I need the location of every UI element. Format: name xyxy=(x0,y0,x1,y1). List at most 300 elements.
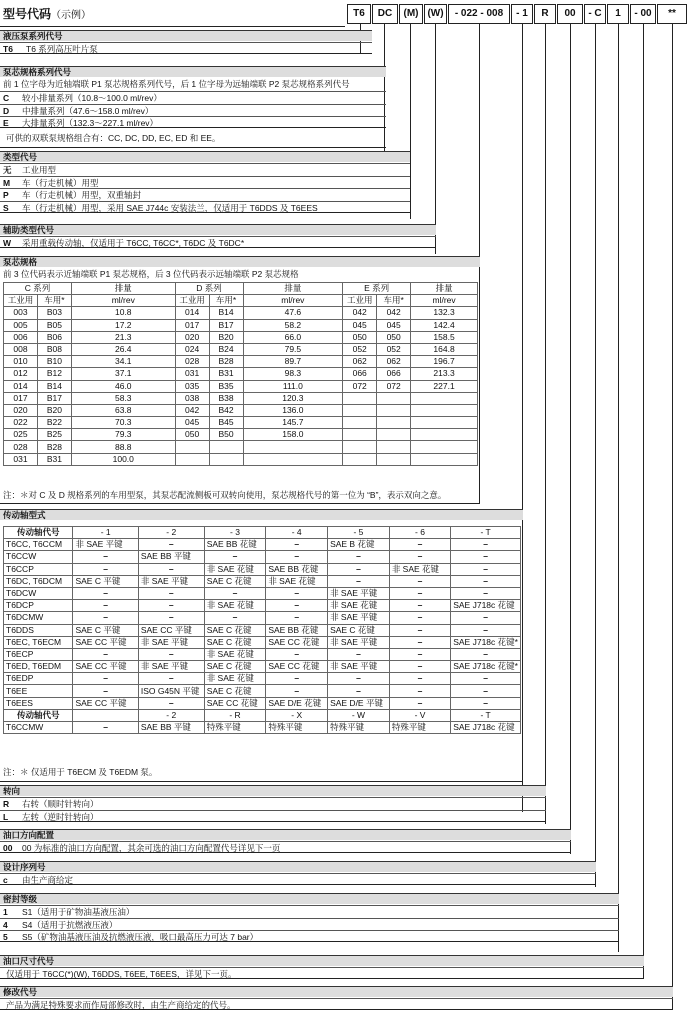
table-cell: 120.3 xyxy=(243,392,343,404)
table-cell: 111.0 xyxy=(243,380,343,392)
table-cell: B12 xyxy=(37,368,71,380)
table-cell: SAE BB 平键 xyxy=(138,722,204,734)
table-cell: – xyxy=(328,648,390,660)
page-title xyxy=(3,8,91,21)
cartridge-spec-note: 注：＊对 C 及 D 规格系列的车用型泵，其泵芯配流侧板可双转向使用，泵芯规格代号的第一位为 “B”，表示双向之意。 xyxy=(3,490,447,500)
table-cell: – xyxy=(389,612,450,624)
table-cell: B14 xyxy=(37,380,71,392)
table-cell: 非 SAE 花键 xyxy=(204,600,266,612)
table-cell: 89.7 xyxy=(243,356,343,368)
table-cell: 008 xyxy=(4,343,38,355)
displacement-header: 排量 xyxy=(411,283,478,295)
table-cell: T6ED, T6EDM xyxy=(4,661,73,673)
table-cell: – xyxy=(73,551,138,563)
table-cell: B24 xyxy=(209,343,243,355)
port-size-text: 仅适用于 T6CC(*)(W), T6DDS, T6EE, T6EES，详见下一页。 xyxy=(6,969,237,979)
table-cell: SAE BB 花键 xyxy=(266,563,328,575)
table-cell: B03 xyxy=(37,307,71,319)
table-cell: 70.3 xyxy=(71,417,175,429)
table-cell: – xyxy=(451,551,521,563)
table-cell: 031 xyxy=(175,368,209,380)
table-cell: SAE C 花键 xyxy=(204,624,266,636)
table-cell xyxy=(343,417,377,429)
code-desc: S1（适用于矿物油基液压油） xyxy=(22,907,135,917)
table-cell: 072 xyxy=(343,380,377,392)
code-row xyxy=(0,873,596,885)
title-sub: （示例） xyxy=(51,10,92,21)
code-row xyxy=(0,176,410,188)
code-part-mod: ** xyxy=(657,4,687,24)
table-cell: 非 SAE 花键 xyxy=(328,600,390,612)
table-cell: 196.7 xyxy=(411,356,478,368)
table-cell: 014 xyxy=(175,307,209,319)
shaft-col xyxy=(73,709,138,721)
shaft-col: - R xyxy=(204,709,266,721)
table-row xyxy=(4,417,478,429)
table-row xyxy=(4,624,521,636)
table-cell: ISO G45N 平键 xyxy=(138,685,204,697)
table-cell: SAE C 花键 xyxy=(204,575,266,587)
table-cell: – xyxy=(389,575,450,587)
table-cell: 142.4 xyxy=(411,319,478,331)
sub-header: 车用* xyxy=(37,295,71,307)
table-cell: – xyxy=(451,685,521,697)
table-cell: SAE C 花键 xyxy=(204,661,266,673)
table-cell: 98.3 xyxy=(243,368,343,380)
table-cell: – xyxy=(451,673,521,685)
code-row xyxy=(0,841,571,853)
table-cell: 042 xyxy=(343,307,377,319)
table-cell: T6DDS xyxy=(4,624,73,636)
table-header-row xyxy=(4,295,478,307)
table-row xyxy=(4,356,478,368)
table-cell: 58.2 xyxy=(243,319,343,331)
cartridge-series-intro: 前 1 位字母为近轴端联 P1 泵芯规格系列代号，后 1 位字母为远轴端联 P2 泵芯规格系列代号 xyxy=(3,79,350,89)
table-cell: SAE C 平键 xyxy=(73,575,138,587)
table-cell: T6CCP xyxy=(4,563,73,575)
code-desc: 工业用型 xyxy=(22,165,57,175)
cartridge-size-table xyxy=(3,282,478,466)
table-cell: 非 SAE 平键 xyxy=(138,636,204,648)
shaft-col: - 3 xyxy=(204,527,266,539)
table-cell: B50 xyxy=(209,429,243,441)
table-cell: B06 xyxy=(37,331,71,343)
code-key: S xyxy=(3,202,9,213)
table-cell xyxy=(411,404,478,416)
sub-header: ml/rev xyxy=(71,295,175,307)
code-desc: 左转（逆时针转向） xyxy=(22,811,99,822)
code-key: 00 xyxy=(3,843,13,853)
shaft-col: - X xyxy=(266,709,328,721)
code-part-seal: 1 xyxy=(607,4,629,24)
table-cell: 非 SAE 花键 xyxy=(204,673,266,685)
table-cell: – xyxy=(451,648,521,660)
table-row xyxy=(4,551,521,563)
table-cell: 158.0 xyxy=(243,429,343,441)
table-cell: – xyxy=(389,600,450,612)
table-cell: 37.1 xyxy=(71,368,175,380)
section-seal-heading: 密封等级 xyxy=(0,893,619,904)
code-desc: 00 为标准的油口方向配置，其余可选的油口方向配置代号详见下一页 xyxy=(22,843,281,853)
table-cell: B42 xyxy=(209,404,243,416)
code-row xyxy=(0,797,546,809)
table-cell: – xyxy=(73,648,138,660)
table-cell: – xyxy=(389,648,450,660)
code-desc: S4（适用于抗燃液压液） xyxy=(22,919,118,930)
table-cell: T6EE xyxy=(4,685,73,697)
series-group-header: E 系列 xyxy=(343,283,411,295)
table-cell: T6ECP xyxy=(4,648,73,660)
table-cell: – xyxy=(73,673,138,685)
table-cell: 46.0 xyxy=(71,380,175,392)
table-cell: SAE CC 花键 xyxy=(266,661,328,673)
table-cell: 88.8 xyxy=(71,441,175,453)
table-cell: B14 xyxy=(209,307,243,319)
sub-header: ml/rev xyxy=(243,295,343,307)
section-aux-heading: 辅助类型代号 xyxy=(0,224,436,235)
table-row xyxy=(4,722,521,734)
table-cell: 017 xyxy=(4,392,38,404)
table-cell xyxy=(411,441,478,453)
section-shaft-heading: 传动轴型式 xyxy=(0,509,523,520)
table-cell: – xyxy=(138,648,204,660)
shaft-table xyxy=(3,526,521,734)
table-cell: – xyxy=(389,636,450,648)
code-part-type: (M) xyxy=(399,4,423,24)
shaft-col: - T xyxy=(451,709,521,721)
section-port-size-heading: 油口尺寸代号 xyxy=(0,955,644,966)
table-header-row xyxy=(4,283,478,295)
table-cell: 非 SAE 平键 xyxy=(73,539,138,551)
code-key: C xyxy=(3,93,10,103)
table-cell: SAE B 花键 xyxy=(328,539,390,551)
code-desc: 大排量系列（132.3～227.1 ml/rev） xyxy=(22,118,159,128)
code-part-portsize: - 00 xyxy=(630,4,656,24)
table-cell: T6DCW xyxy=(4,587,73,599)
table-cell: 非 SAE 平键 xyxy=(328,636,390,648)
table-cell: T6CCMW xyxy=(4,722,73,734)
table-row xyxy=(4,661,521,673)
table-cell: SAE D/E 平键 xyxy=(328,697,390,709)
table-cell: – xyxy=(204,587,266,599)
table-cell: – xyxy=(138,612,204,624)
table-cell: 164.8 xyxy=(411,343,478,355)
table-row xyxy=(4,343,478,355)
table-cell: SAE J718c 花键* xyxy=(451,661,521,673)
table-cell: – xyxy=(328,673,390,685)
table-cell: 特殊平键 xyxy=(389,722,450,734)
table-row xyxy=(4,673,521,685)
table-cell: 072 xyxy=(377,380,411,392)
shaft-col: - V xyxy=(389,709,450,721)
table-cell xyxy=(209,453,243,465)
table-row xyxy=(4,307,478,319)
code-key: c xyxy=(3,875,8,885)
connector-line xyxy=(643,24,644,979)
table-cell: 062 xyxy=(377,356,411,368)
section-design-heading: 设计序列号 xyxy=(0,861,596,872)
table-cell: 特殊平键 xyxy=(266,722,328,734)
code-part-shaft: - 1 xyxy=(511,4,533,24)
cartridge-series-note: 可供的双联泵规格组合有：CC, DC, DD, EC, ED 和 EE。 xyxy=(6,133,221,143)
table-cell: 63.8 xyxy=(71,404,175,416)
table-cell: 025 xyxy=(4,429,38,441)
table-cell: 010 xyxy=(4,356,38,368)
table-cell: – xyxy=(389,551,450,563)
code-key: 1 xyxy=(3,907,8,917)
table-row xyxy=(4,453,478,465)
table-cell: SAE C 平键 xyxy=(73,624,138,636)
table-cell: – xyxy=(73,685,138,697)
table-cell: 050 xyxy=(175,429,209,441)
table-cell: B05 xyxy=(37,319,71,331)
code-key: 5 xyxy=(3,932,8,942)
table-cell: 028 xyxy=(4,441,38,453)
table-cell xyxy=(377,392,411,404)
table-cell: 022 xyxy=(4,417,38,429)
shaft-col: - T xyxy=(451,527,521,539)
table-cell: 014 xyxy=(4,380,38,392)
table-cell: SAE J718c 花键* xyxy=(451,636,521,648)
shaft-col: - 5 xyxy=(328,527,390,539)
sub-header: 工业用 xyxy=(175,295,209,307)
sub-header: 车用* xyxy=(377,295,411,307)
displacement-header: 排量 xyxy=(71,283,175,295)
table-cell: – xyxy=(266,539,328,551)
table-cell: 特殊平键 xyxy=(204,722,266,734)
table-cell: 非 SAE 平键 xyxy=(328,661,390,673)
series-group-header: D 系列 xyxy=(175,283,243,295)
table-cell: 26.4 xyxy=(71,343,175,355)
table-header-row xyxy=(4,527,521,539)
divider xyxy=(0,147,386,148)
table-cell: 045 xyxy=(377,319,411,331)
code-key: T6 xyxy=(3,44,13,54)
table-cell xyxy=(243,453,343,465)
table-cell: B22 xyxy=(37,417,71,429)
table-cell: – xyxy=(266,673,328,685)
table-row xyxy=(4,575,521,587)
table-cell: 003 xyxy=(4,307,38,319)
divider xyxy=(0,781,523,782)
table-cell: 66.0 xyxy=(243,331,343,343)
table-cell: 042 xyxy=(175,404,209,416)
table-cell: 020 xyxy=(4,404,38,416)
table-cell: B45 xyxy=(209,417,243,429)
port-size-row xyxy=(0,967,644,979)
table-cell: 132.3 xyxy=(411,307,478,319)
table-cell: – xyxy=(389,673,450,685)
sub-header: 工业用 xyxy=(343,295,377,307)
table-cell: T6EDP xyxy=(4,673,73,685)
table-cell xyxy=(377,453,411,465)
series-group-header: C 系列 xyxy=(4,283,72,295)
table-cell: B31 xyxy=(209,368,243,380)
table-cell xyxy=(343,429,377,441)
table-cell: – xyxy=(451,563,521,575)
table-cell: B17 xyxy=(37,392,71,404)
code-key: P xyxy=(3,190,9,200)
table-cell: 005 xyxy=(4,319,38,331)
sub-header: 车用* xyxy=(209,295,243,307)
table-cell: SAE CC 平键 xyxy=(138,624,204,636)
code-row xyxy=(0,163,410,175)
section-cartridge-series-heading: 泵芯规格系列代号 xyxy=(0,66,386,77)
code-desc: 车（行走机械）用型 xyxy=(22,177,99,188)
table-cell xyxy=(411,429,478,441)
table-cell: 227.1 xyxy=(411,380,478,392)
table-cell xyxy=(343,453,377,465)
table-row xyxy=(4,612,521,624)
table-cell: – xyxy=(451,539,521,551)
sub-header: ml/rev xyxy=(411,295,478,307)
table-cell: 34.1 xyxy=(71,356,175,368)
connector-line xyxy=(522,24,523,812)
table-cell: – xyxy=(73,612,138,624)
table-cell: B17 xyxy=(209,319,243,331)
code-row xyxy=(0,188,410,200)
connector-line xyxy=(545,24,546,824)
table-cell: 非 SAE 花键 xyxy=(204,648,266,660)
code-row xyxy=(0,918,619,930)
table-cell: – xyxy=(389,539,450,551)
table-cell: 024 xyxy=(175,343,209,355)
table-cell: – xyxy=(73,722,138,734)
table-cell: 020 xyxy=(175,331,209,343)
table-cell: – xyxy=(266,612,328,624)
table-cell: 031 xyxy=(4,453,38,465)
code-desc: 右转（顺时针转向） xyxy=(22,799,99,809)
connector-line xyxy=(672,24,673,1009)
code-key: E xyxy=(3,118,9,128)
code-desc: 车（行走机械）用型，双重轴封 xyxy=(22,190,142,200)
table-cell: SAE J718c 花键 xyxy=(451,722,521,734)
table-cell: – xyxy=(328,575,390,587)
table-cell: SAE CC 花键 xyxy=(266,636,328,648)
table-cell: SAE C 花键 xyxy=(328,624,390,636)
code-row xyxy=(0,91,386,103)
table-cell: – xyxy=(451,575,521,587)
table-cell: 非 SAE 花键 xyxy=(266,575,328,587)
table-cell: 066 xyxy=(343,368,377,380)
table-cell: T6EES xyxy=(4,697,73,709)
table-cell: 非 SAE 平键 xyxy=(328,587,390,599)
table-cell: B38 xyxy=(209,392,243,404)
table-cell: – xyxy=(138,697,204,709)
table-header-row xyxy=(4,709,521,721)
table-cell: 10.8 xyxy=(71,307,175,319)
table-cell: – xyxy=(389,697,450,709)
connector-line xyxy=(410,24,411,219)
table-cell: 052 xyxy=(343,343,377,355)
table-cell: – xyxy=(328,551,390,563)
table-cell xyxy=(411,453,478,465)
mod-text: 产品为满足特殊要求而作局部修改时，由生产商给定的代号。 xyxy=(6,1000,236,1010)
shaft-col-head: 传动轴代号 xyxy=(4,527,73,539)
table-cell: SAE BB 花键 xyxy=(266,624,328,636)
table-cell: T6DC, T6DCM xyxy=(4,575,73,587)
table-cell: – xyxy=(451,624,521,636)
table-cell: – xyxy=(389,685,450,697)
table-row xyxy=(4,648,521,660)
table-cell: 213.3 xyxy=(411,368,478,380)
code-row xyxy=(0,104,386,116)
table-cell: 17.2 xyxy=(71,319,175,331)
table-cell: 非 SAE 平键 xyxy=(328,612,390,624)
sub-header: 工业用 xyxy=(4,295,38,307)
table-cell xyxy=(243,441,343,453)
table-cell: 58.3 xyxy=(71,392,175,404)
table-cell: – xyxy=(73,563,138,575)
code-desc: 采用重载传动轴，仅适用于 T6CC, T6CC*, T6DC 及 T6DC* xyxy=(22,238,245,248)
table-cell: – xyxy=(138,673,204,685)
mod-row xyxy=(0,998,673,1010)
code-part-rotation: R xyxy=(534,4,556,24)
cartridge-spec-intro: 前 3 位代码表示近轴端联 P1 泵芯规格，后 3 位代码表示远轴端联 P2 泵芯规格 xyxy=(3,269,299,279)
table-cell: – xyxy=(266,587,328,599)
table-cell: 145.7 xyxy=(243,417,343,429)
table-cell: B28 xyxy=(209,356,243,368)
table-cell: – xyxy=(138,600,204,612)
table-cell: 006 xyxy=(4,331,38,343)
shaft-col: - 4 xyxy=(266,527,328,539)
table-cell xyxy=(377,417,411,429)
shaft-col: - W xyxy=(328,709,390,721)
table-cell: – xyxy=(138,587,204,599)
title-underline xyxy=(0,26,345,27)
code-part-aux: (W) xyxy=(424,4,447,24)
code-part-spec: - 022 - 008 xyxy=(448,4,510,24)
table-cell: SAE C 花键 xyxy=(204,685,266,697)
section-cartridge-spec-heading: 泵芯规格 xyxy=(0,256,480,267)
table-cell: – xyxy=(266,600,328,612)
table-cell: – xyxy=(138,563,204,575)
code-key: M xyxy=(3,177,11,188)
table-cell xyxy=(411,392,478,404)
table-cell: T6CCW xyxy=(4,551,73,563)
table-cell: – xyxy=(73,600,138,612)
shaft-col: - 2 xyxy=(138,527,204,539)
table-row xyxy=(4,697,521,709)
table-cell: T6DCMW xyxy=(4,612,73,624)
code-desc: 车（行走机械）用型，采用 SAE J744c 安装法兰，仅适用于 T6DDS 及 T6EES xyxy=(22,202,318,213)
table-cell: B35 xyxy=(209,380,243,392)
table-cell: 非 SAE 花键 xyxy=(389,563,450,575)
table-row xyxy=(4,380,478,392)
table-cell: B28 xyxy=(37,441,71,453)
table-cell xyxy=(209,441,243,453)
code-row xyxy=(0,236,436,248)
table-cell xyxy=(343,392,377,404)
table-cell: – xyxy=(451,697,521,709)
code-part-port: 00 xyxy=(557,4,583,24)
table-cell xyxy=(377,404,411,416)
displacement-header: 排量 xyxy=(243,283,343,295)
code-key: L xyxy=(3,811,9,822)
code-row xyxy=(0,116,386,128)
table-cell xyxy=(343,441,377,453)
code-key: W xyxy=(3,238,12,248)
table-cell: 017 xyxy=(175,319,209,331)
table-cell: – xyxy=(204,551,266,563)
shaft-col: - 6 xyxy=(389,527,450,539)
section-mod-heading: 修改代号 xyxy=(0,986,673,997)
table-cell: 050 xyxy=(377,331,411,343)
shaft-col-head: 传动轴代号 xyxy=(4,709,73,721)
table-cell: – xyxy=(389,624,450,636)
table-cell xyxy=(343,404,377,416)
shaft-note: 注：＊ 仅适用于 T6ECM 及 T6EDM 泵。 xyxy=(3,767,158,777)
